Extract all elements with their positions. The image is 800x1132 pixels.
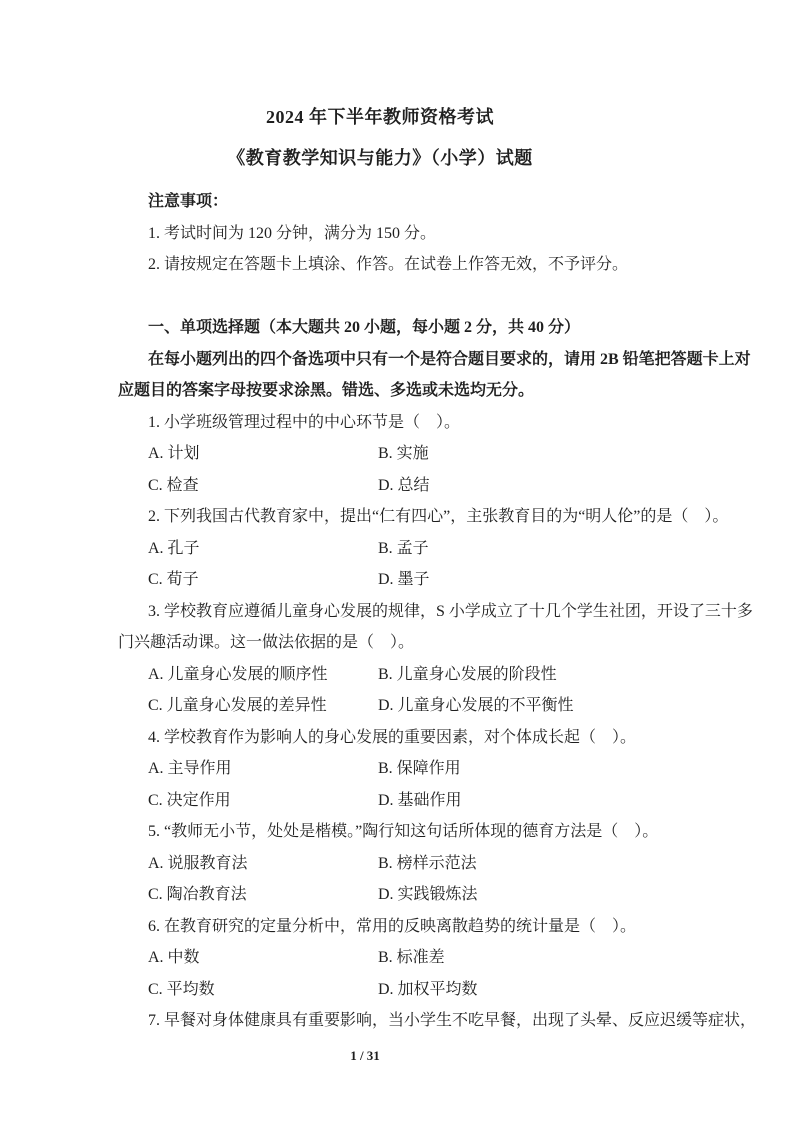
notice-item-2: 2. 请按规定在答题卡上填涂、作答。在试卷上作答无效，不予评分。	[148, 256, 629, 273]
question-1-option-b: B. 实施	[378, 445, 429, 462]
question-2-option-d: D. 墨子	[378, 571, 430, 588]
section-heading: 一、单项选择题（本大题共 20 小题，每小题 2 分，共 40 分）	[148, 319, 581, 336]
question-4-options-row-1	[118, 753, 690, 785]
page-number: 1 / 31	[350, 1048, 380, 1063]
question-5-option-b: B. 榜样示范法	[378, 854, 477, 872]
section-instruction-line1: 在每小题列出的四个备选项中只有一个是符合题目要求的，请用 2B 铅笔把答题卡上对	[148, 350, 751, 368]
question-1-options-row-2	[118, 470, 690, 502]
question-2-option-b: B. 孟子	[378, 539, 429, 557]
section-instruction-line2: 应题目的答案字母按要求涂黑。错选、多选或未选均无分。	[118, 382, 535, 399]
blank-line	[118, 281, 690, 313]
question-1-option-d: D. 总结	[378, 476, 430, 494]
question-1-options-row-1	[118, 438, 690, 470]
question-5-option-c: C. 陶冶教育法	[148, 886, 247, 903]
question-6-option-d: D. 加权平均数	[378, 980, 478, 998]
question-3-option-b: B. 儿童身心发展的阶段性	[378, 665, 557, 683]
question-5-options-row-2	[118, 879, 690, 911]
question-6-options-row-1	[118, 942, 690, 974]
question-4-option-a: A. 主导作用	[148, 760, 232, 777]
question-2-stem: 2. 下列我国古代教育家中，提出“仁有四心”，主张教育目的为“明人伦”的是（ ）。	[148, 508, 729, 525]
question-5-option-d: D. 实践锻炼法	[378, 886, 478, 903]
question-3-stem-line2: 门兴趣活动课。这一做法依据的是（ ）。	[118, 634, 415, 651]
question-6-option-a: A. 中数	[148, 949, 200, 966]
question-2-options-row-1	[118, 533, 690, 565]
question-3-options-row-2	[118, 690, 690, 722]
question-2-option-a: A. 孔子	[148, 539, 200, 557]
exam-title-line1: 2024 年下半年教师资格考试	[266, 107, 494, 127]
question-4-option-c: C. 决定作用	[148, 791, 231, 809]
question-7-stem: 7. 早餐对身体健康具有重要影响，当小学生不吃早餐，出现了头晕、反应迟缓等症状，	[148, 1012, 757, 1029]
question-4-option-b: B. 保障作用	[378, 760, 461, 777]
question-3-stem-line1: 3. 学校教育应遵循儿童身心发展的规律，S 小学成立了十几个学生社团，开设了三十多	[148, 602, 753, 620]
question-3-option-a: A. 儿童身心发展的顺序性	[148, 665, 328, 683]
question-1-stem: 1. 小学班级管理过程中的中心环节是（ ）。	[148, 413, 461, 431]
question-1-option-a: A. 计划	[148, 445, 200, 462]
question-2-option-c: C. 荀子	[148, 571, 199, 588]
question-3-options-row-1	[118, 659, 690, 691]
question-5-option-a: A. 说服教育法	[148, 854, 248, 872]
notice-heading: 注意事项：	[148, 193, 229, 210]
question-5-stem: 5. “教师无小节，处处是楷模。”陶行知这句话所体现的德育方法是（ ）。	[148, 823, 659, 840]
question-4-stem: 4. 学校教育作为影响人的身心发展的重要因素，对个体成长起（ ）。	[148, 728, 637, 746]
question-2-options-row-2	[118, 564, 690, 596]
question-5-options-row-1	[118, 848, 690, 880]
question-4-option-d: D. 基础作用	[378, 791, 462, 809]
question-6-option-c: C. 平均数	[148, 980, 215, 998]
question-3-option-d: D. 儿童身心发展的不平衡性	[378, 697, 574, 714]
question-3-option-c: C. 儿童身心发展的差异性	[148, 697, 327, 714]
question-6-options-row-2	[118, 974, 690, 1006]
notice-item-1: 1. 考试时间为 120 分钟，满分为 150 分。	[148, 224, 437, 242]
question-6-option-b: B. 标准差	[378, 949, 445, 966]
question-4-options-row-2	[118, 785, 690, 817]
question-1-option-c: C. 检查	[148, 476, 199, 494]
exam-title-line2: 《教育教学知识与能力》（小学）试题	[227, 148, 533, 168]
question-6-stem: 6. 在教育研究的定量分析中，常用的反映离散趋势的统计量是（ ）。	[148, 917, 637, 935]
